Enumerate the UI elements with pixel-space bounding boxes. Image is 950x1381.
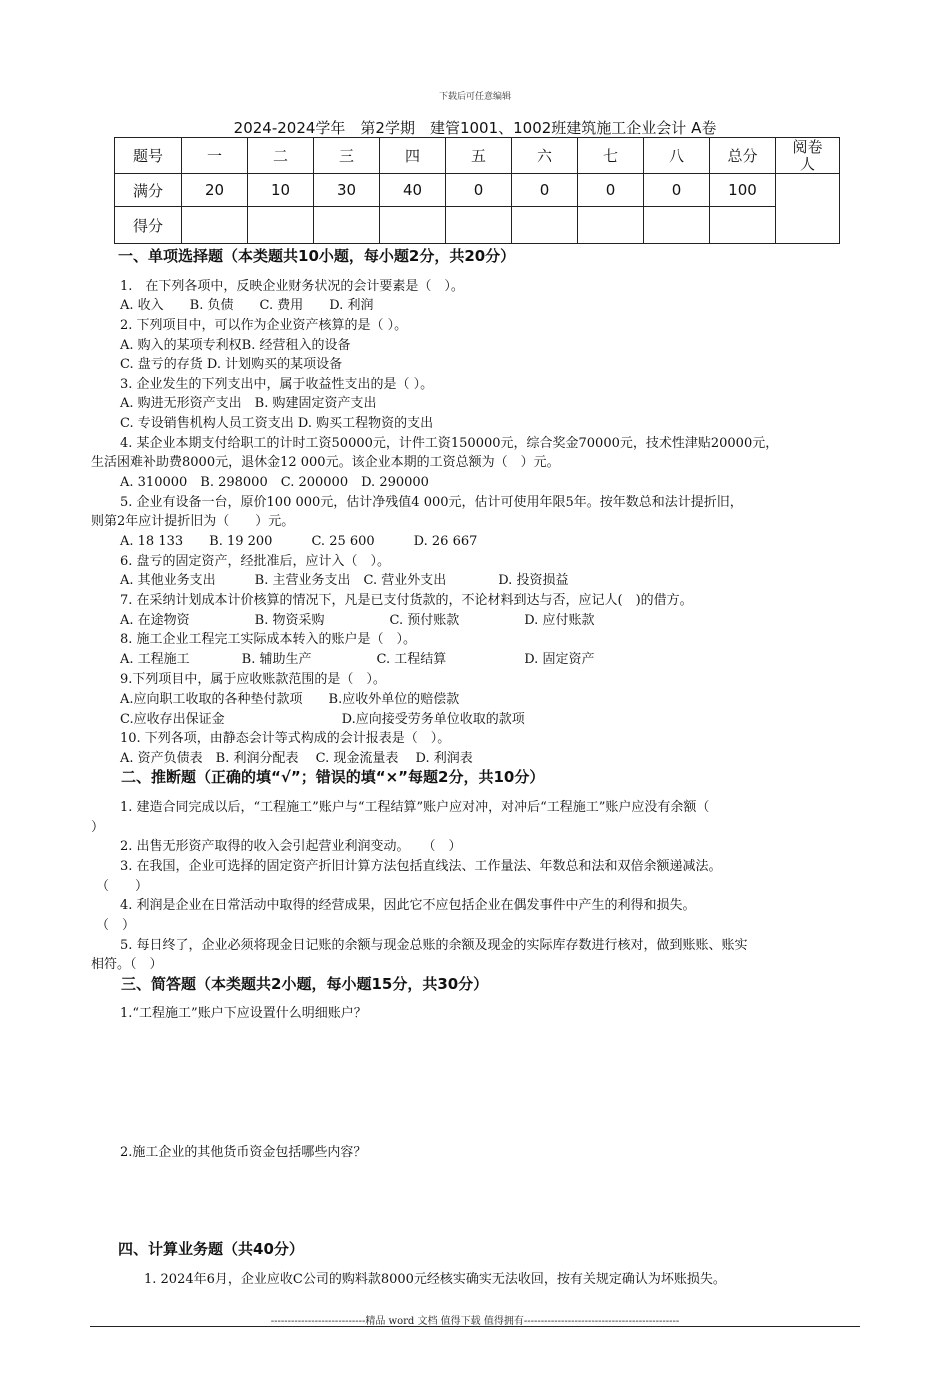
- full-score-cell: 20: [182, 174, 248, 207]
- exam-title: 2024-2024学年 第2学期 建管1001、1002班建筑施工企业会计 A卷: [233, 119, 717, 137]
- text-line: A. 310000 B. 298000 C. 200000 D. 290000: [120, 475, 429, 490]
- got-score-cell: [644, 207, 710, 244]
- text-line: 3. 在我国，企业可选择的固定资产折旧计算方法包括直线法、工作量法、年数总和法和双倍余额递减法。: [120, 859, 722, 874]
- got-score-cell: [182, 207, 248, 244]
- text-line: 2. 出售无形资产取得的收入会引起营业利润变动。 （ ）: [120, 839, 462, 854]
- grader-cell: [776, 174, 840, 244]
- text-line: A. 工程施工 B. 辅助生产 C. 工程结算 D. 固定资产: [120, 652, 595, 667]
- got-score-row: [115, 207, 840, 244]
- text-line: A. 在途物资 B. 物资采购 C. 预付账款 D. 应付账款: [120, 613, 595, 628]
- full-score-cell: 0: [446, 174, 512, 207]
- section-2-heading: 二、推断题（正确的填“√”；错误的填“×”每题2分，共10分）: [121, 768, 545, 786]
- text-line: 相符。（ ）: [91, 957, 163, 972]
- score-header-cell: 四: [380, 138, 446, 174]
- text-line: （ ）: [96, 918, 136, 933]
- full-score-cell: 100: [710, 174, 776, 207]
- score-header-cell: 三: [314, 138, 380, 174]
- got-score-cell: [710, 207, 776, 244]
- text-line: 8. 施工企业工程完工实际成本转入的账户是（ ）。: [120, 632, 417, 647]
- text-line: 生活困难补助费8000元，退休金12 000元。该企业本期的工资总额为（ ）元。: [91, 455, 560, 470]
- text-line: A. 其他业务支出 B. 主营业务支出 C. 营业外支出 D. 投资损益: [120, 573, 569, 588]
- full-score-label: 满分: [115, 174, 182, 207]
- grader-header-cell: [776, 138, 840, 174]
- text-line: 4. 某企业本期支付给职工的计时工资50000元，计件工资150000元，综合奖金70000元，技术性津贴20000元，: [120, 436, 779, 451]
- score-table: [114, 137, 840, 244]
- text-line: C.应收存出保证金 D.应向接受劳务单位收取的款项: [120, 712, 525, 727]
- got-score-cell: [380, 207, 446, 244]
- full-score-cell: 10: [248, 174, 314, 207]
- text-line: ）: [91, 820, 105, 835]
- got-score-cell: [314, 207, 380, 244]
- text-line: C. 盘亏的存货 D. 计划购买的某项设备: [120, 357, 343, 372]
- full-score-row: [115, 174, 840, 207]
- text-line: A. 收入 B. 负债 C. 费用 D. 利润: [120, 298, 374, 313]
- score-header-cell: 八: [644, 138, 710, 174]
- got-score-cell: [578, 207, 644, 244]
- text-line: 2.施工企业的其他货币资金包括哪些内容？: [120, 1145, 367, 1160]
- got-score-cell: [248, 207, 314, 244]
- section-3-heading: 三、简答题（本类题共2小题，每小题15分，共30分）: [121, 975, 489, 993]
- text-line: 1. 建造合同完成以后，“工程施工”账户与“工程结算”账户应对冲，对冲后“工程施工”账户应没有余额（: [120, 800, 710, 815]
- text-line: 10. 下列各项，由静态会计等式构成的会计报表是（ ）。: [120, 731, 451, 746]
- full-score-cell: 40: [380, 174, 446, 207]
- score-header-cell: 题号: [115, 138, 182, 174]
- section-1-heading: 一、单项选择题（本类题共10小题，每小题2分，共20分）: [118, 247, 516, 265]
- score-header-cell: 二: [248, 138, 314, 174]
- text-line: 9.下列项目中，属于应收账款范围的是（ ）。: [120, 672, 386, 687]
- got-score-cell: [512, 207, 578, 244]
- text-line: 2. 下列项目中，可以作为企业资产核算的是（ ）。: [120, 318, 408, 333]
- footer-divider: [90, 1326, 860, 1327]
- text-line: A. 购入的某项专利权B. 经营租入的设备: [120, 338, 351, 353]
- text-line: 4. 利润是企业在日常活动中取得的经营成果，因此它不应包括企业在偶发事件中产生的利得和损失。: [120, 898, 696, 913]
- text-line: 3. 企业发生的下列支出中，属于收益性支出的是（ ）。: [120, 377, 434, 392]
- text-line: 6. 盘亏的固定资产，经批准后，应计入（ ）。: [120, 554, 391, 569]
- text-line: 1. 2024年6月，企业应收C公司的购料款8000元经核实确实无法收回，按有关规定确认为坏账损失。: [144, 1272, 726, 1287]
- text-line: C. 专设销售机构人员工资支出 D. 购买工程物资的支出: [120, 416, 434, 431]
- text-line: 7. 在采纳计划成本计价核算的情况下，凡是已支付货款的，不论材料到达与否，应记人( )的借方。: [120, 593, 693, 608]
- got-score-cell: [446, 207, 512, 244]
- grader-label: 阅卷人: [792, 137, 823, 173]
- score-header-row: [115, 138, 840, 174]
- text-line: 5. 每日终了，企业必须将现金日记账的余额与现金总账的余额及现金的实际库存数进行核对，做到账账、账实: [120, 938, 748, 953]
- text-line: A. 购进无形资产支出 B. 购建固定资产支出: [120, 396, 377, 411]
- section-4-heading: 四、计算业务题（共40分）: [118, 1240, 304, 1258]
- text-line: 1. 在下列各项中，反映企业财务状况的会计要素是（ ）。: [120, 279, 464, 294]
- text-line: （ ）: [96, 879, 149, 894]
- score-header-cell: 六: [512, 138, 578, 174]
- text-line: 5. 企业有设备一台，原价100 000元，估计净残值4 000元，估计可使用年限5年。按年数总和法计提折旧，: [120, 495, 743, 510]
- footer-text: ----------------------------精品 word 文档 值得下载 值得拥有----------------------------------------------: [270, 1316, 680, 1327]
- score-header-cell: 总分: [710, 138, 776, 174]
- full-score-cell: 0: [578, 174, 644, 207]
- got-score-label: 得分: [115, 207, 182, 244]
- text-line: A. 18 133 B. 19 200 C. 25 600 D. 26 667: [120, 534, 478, 549]
- header-note: 下载后可任意编辑: [438, 92, 511, 102]
- score-header-cell: 一: [182, 138, 248, 174]
- score-header-cell: 七: [578, 138, 644, 174]
- text-line: 则第2年应计提折旧为（ ）元。: [91, 514, 295, 529]
- score-header-cell: 五: [446, 138, 512, 174]
- full-score-cell: 30: [314, 174, 380, 207]
- full-score-cell: 0: [512, 174, 578, 207]
- text-line: A. 资产负债表 B. 利润分配表 C. 现金流量表 D. 利润表: [120, 751, 473, 766]
- text-line: 1.“工程施工”账户下应设置什么明细账户？: [120, 1006, 367, 1021]
- full-score-cell: 0: [644, 174, 710, 207]
- text-line: A.应向职工收取的各种垫付款项 B.应收外单位的赔偿款: [120, 692, 460, 707]
